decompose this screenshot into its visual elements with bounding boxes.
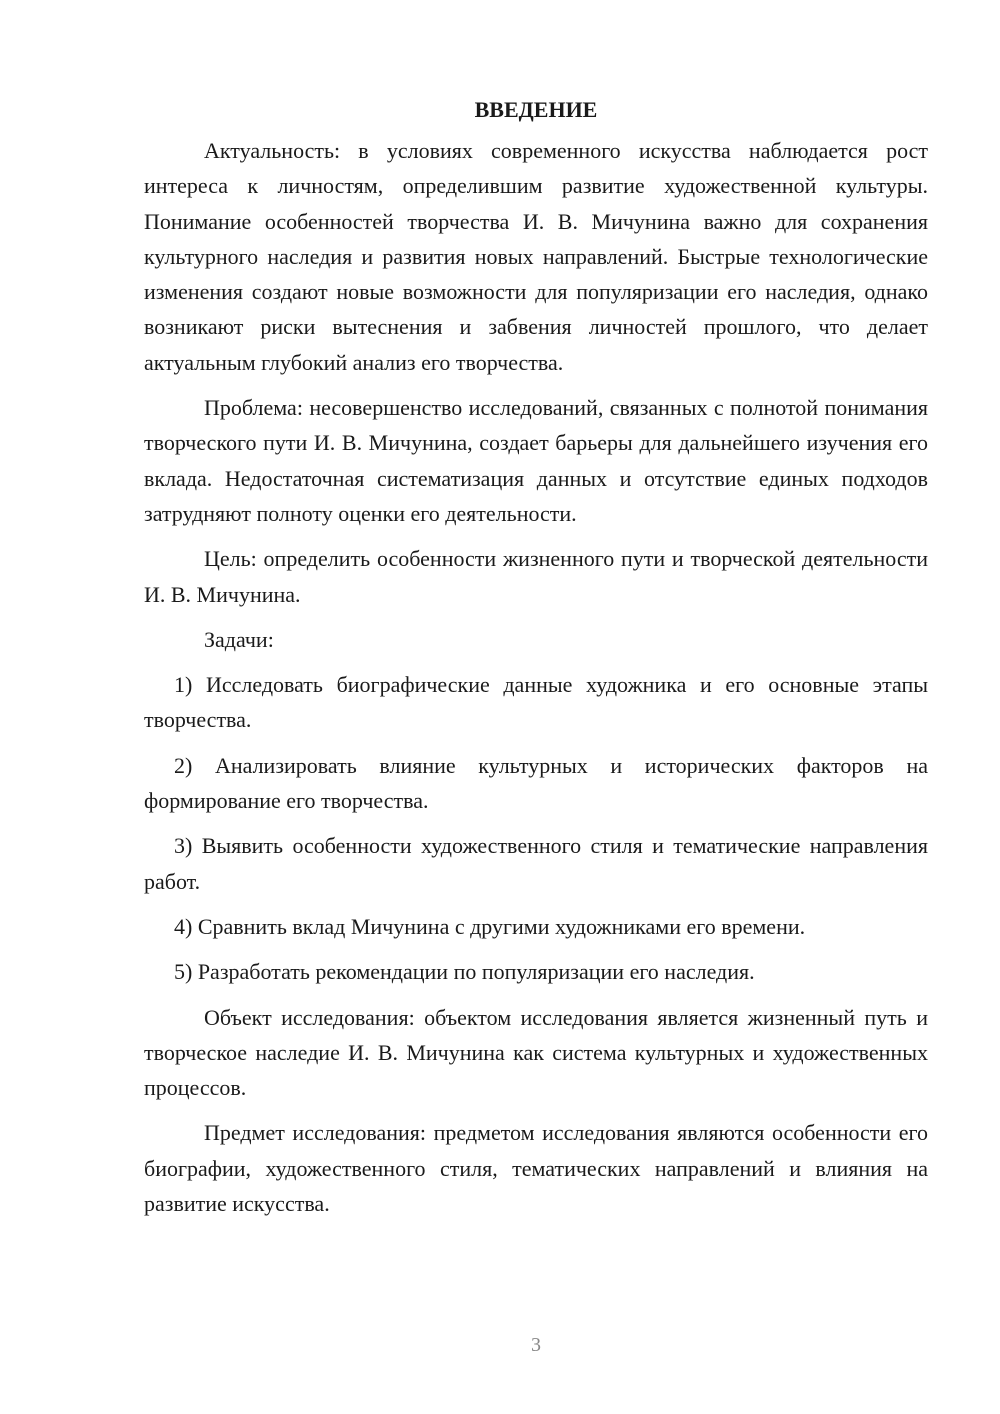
document-body [144, 92, 928, 1231]
problem-paragraph: Проблема: несовершенство исследований, связанных с полнотой понимания творческого пути И. В. Мичунина, создает барьеры для дальнейшего изучения его вклада. Недостаточная систематизация данных и отсутствие единых подходов затрудняют полноту оценки его деятельности. [144, 395, 928, 526]
list-item: 5) Разработать рекомендации по популяризации его наследия. [174, 959, 755, 985]
goal-paragraph: Цель: определить особенности жизненного пути и творческой деятельности И. В. Мичунина. [144, 546, 928, 607]
tasks-list [144, 667, 928, 989]
list-item: 3) Выявить особенности художественного стиля и тематические направления работ. [144, 833, 928, 894]
tasks-heading: Задачи: [204, 626, 274, 652]
page-title: ВВЕДЕНИЕ [474, 97, 598, 122]
list-item: 2) Анализировать влияние культурных и исторических факторов на формирование его творчества. [144, 752, 928, 814]
list-item: 4) Сравнить вклад Мичунина с другими художниками его времени. [174, 913, 806, 939]
relevance-paragraph: Актуальность: в условиях современного искусства наблюдается рост интереса к личностям, определившим развитие художественной культуры. Понимание особенностей творчества И. В. Мичунина важно для сохранения культурного наследия и развития новых направлений. Быстрые технологические изменения создают новые возможности для популяризации его наследия, однако возникают риски вытеснения и забвения личностей прошлого, что делает актуальным глубокий анализ его творчества. [144, 138, 928, 375]
page-number: 3 [531, 1334, 541, 1356]
list-item: 1) Исследовать биографические данные художника и его основные этапы творчества. [144, 672, 928, 733]
subject-paragraph: Предмет исследования: предметом исследования являются особенности его биографии, художественного стиля, тематических направлений и влияния на развитие искусства. [144, 1120, 928, 1217]
object-paragraph: Объект исследования: объектом исследования является жизненный путь и творческое наследие И. В. Мичунина как система культурных и художественных процессов. [144, 1004, 928, 1101]
